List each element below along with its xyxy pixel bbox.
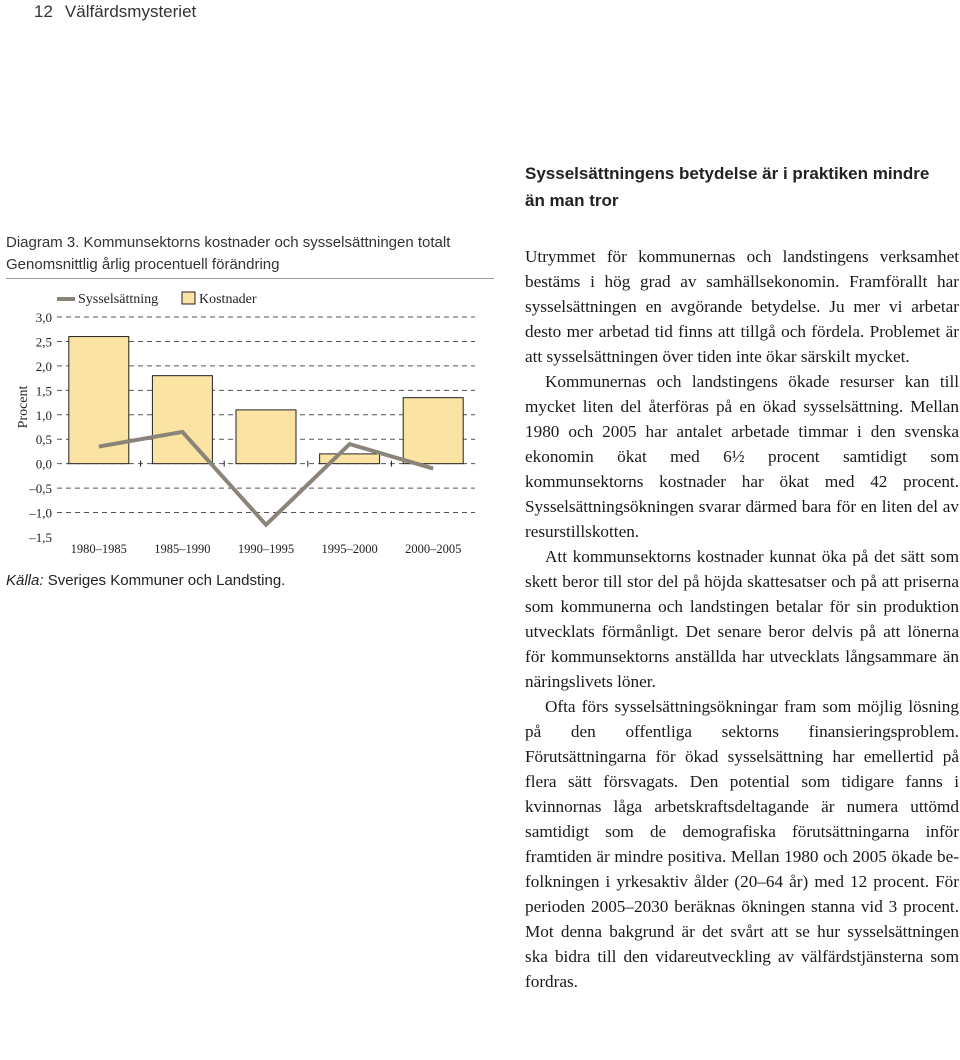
x-axis [71,542,462,556]
legend [57,292,257,307]
bars [69,337,463,467]
y-tick-label: 0,0 [35,456,52,472]
diagram-subtitle: Genomsnittlig årlig procentuell förändring [6,256,280,273]
y-tick-label: 1,5 [35,383,52,399]
page-header [34,0,196,24]
diagram-title: Diagram 3. Kommunsektorns kostnader och sysselsättningen totalt [6,234,451,251]
x-tick-label: 1995–2000 [321,542,378,556]
running-title: Välfärdsmysteriet [64,2,197,21]
y-tick-label: –0,5 [29,481,52,497]
bar-kostnader [152,376,212,464]
paragraph-2: Kommunernas och landstingens ökade resurser kan till mycket liten del återföras på en ökad sysselsättning. Mellan 1980 och 2005 har antalet arbetade timmar i den svenska ekonomin ökat med 6½ procent samtidigt som kommunsektorns kostnader har ökat med 42 procent. Sysselsättningsökningen svarar därmed bara för en liten del av resurstillskotten. [525,372,959,541]
y-tick-label: –1,5 [29,530,52,545]
y-tick-label: –1,0 [29,505,52,521]
y-tick-label: 2,5 [35,334,52,350]
x-tick-label: 1980–1985 [70,542,127,556]
legend-label-kostnader: Kostnader [199,292,257,307]
source-text: Sveriges Kommuner och Landsting. [43,572,286,589]
heading-line-2: än man tror [525,191,619,210]
source-note [6,572,285,589]
bar-kostnader [236,410,296,464]
y-tick-label: 0,5 [35,432,52,448]
x-tick-label: 1990–1995 [237,542,295,556]
paragraph-3: Att kommunsektorns kostnader kunnat öka på det sätt som skett beror till stor del på höjda skattesatser och på att priserna som kommunerna och landstingen betalar för sin produktion utvecklats förmånligt. Det senare beror delvis på att lönerna för kommunsektorns anställda har utvecklats långsammare än näringslivets löner. [525,547,959,691]
y-tick-label: 3,0 [35,310,52,325]
y-axis [28,310,52,545]
paragraph-4: Ofta förs sysselsättningsökningar fram som möjlig lösning på den offentliga sektorns finansieringsproblem. Förutsättningarna för ökad sysselsättning har emellertid på flera sätt försvagats. Den potential som tidigare fanns i kvinnornas låga arbetskraftsdeltagande är numera uttömd samtidigt som de demografiska förutsättningarna inför framtiden är mindre positiva. Mellan 1980 och 2005 ökade befolkningen i yrkesaktiv ålder (20–64 år) med 12 procent. För perioden 2005–2030 beräknas ökningen stanna vid 3 procent. Mot denna bakgrund är det svårt att se hur sysselsättningen ska bidra till den vidareutveckling av välfärdstjänsterna som fordras. [525,697,959,991]
y-tick-label: 2,0 [35,358,52,374]
heading-line-1: Sysselsättningens betydelse är i praktiken mindre [525,164,930,183]
y-axis-label: Procent [16,385,31,429]
section-heading [525,160,959,214]
diagram-divider [6,278,494,279]
y-tick-label: 1,0 [35,407,52,423]
legend-bar-swatch [182,292,195,304]
diagram-3 [0,232,500,589]
paragraph-1: Utrymmet för kommunernas och landstingens verksamhet bestäms i hög grad av samhällsekonomin. Framförallt har sysselsättningen en avgörande betydelse. Ju mer vi arbetar desto mer arbetad tid finns att tillgå och fördela. Problemet är att sysselsättningen över tiden inte ökar särskilt mycket. [525,247,959,366]
legend-label-sysselsattning: Sysselsättning [78,292,159,307]
source-label: Källa: [6,572,44,589]
x-tick-label: 2000–2005 [405,542,462,556]
bar-kostnader [403,398,463,464]
page-number: 12 [34,2,53,21]
x-tick-label: 1985–1990 [154,542,211,556]
chart [0,282,500,572]
body-text-column [525,160,959,994]
